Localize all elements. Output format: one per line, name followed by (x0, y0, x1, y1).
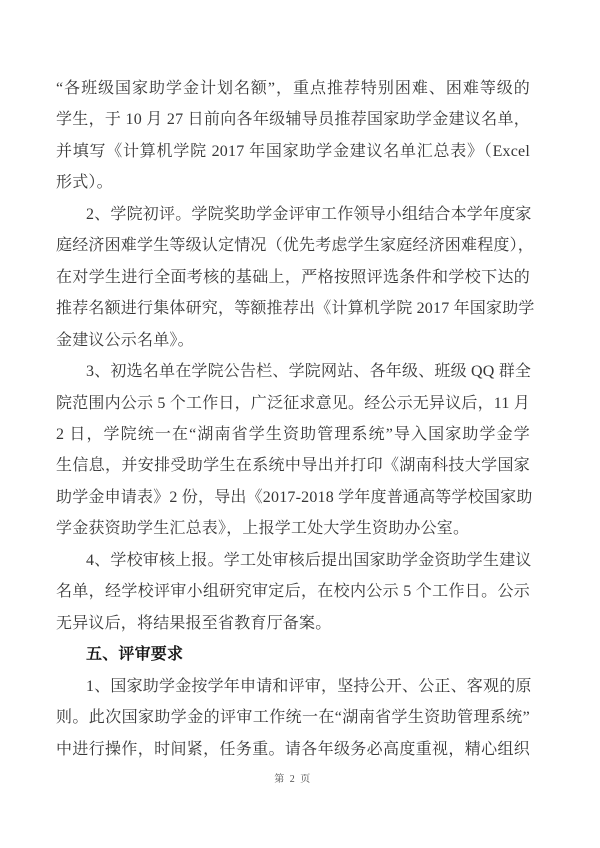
paragraph (56, 639, 530, 670)
paragraph (56, 73, 530, 199)
text-line: “各班级国家助学金计划名额”，重点推荐特别困难、困难等级的 (56, 80, 530, 97)
section-heading: 五、评审要求 (86, 646, 184, 664)
text-line: 2 日，学院统一在“湖南省学生资助管理系统”导入国家助学金学 (56, 425, 530, 443)
paragraph (56, 199, 535, 356)
text-line: 名单，经学校评审小组研究审定后，在校内公示 5 个工作日。公示 (56, 583, 530, 601)
text-line: 学金获资助学生汇总表》，上报学工处大学生资助办公室。 (56, 520, 470, 538)
paragraph (56, 545, 530, 639)
paragraph (56, 671, 530, 765)
text-line: 生信息，并安排受助学生在系统中导出并打印《湖南科技大学国家 (56, 457, 530, 475)
text-line: 庭经济困难学生等级认定情况（优先考虑学生家庭经济困难程度）， (56, 237, 535, 255)
text-line: 3、初选名单在学院公告栏、学院网站、各年级、班级 QQ 群全 (86, 363, 532, 381)
text-line: 4、学校审核上报。学工处审核后提出国家助学金资助学生建议 (86, 551, 532, 569)
text-line: 中进行操作，时间紧，任务重。请各年级务必高度重视，精心组织 (56, 740, 530, 758)
text-line: 则。此次国家助学金的评审工作统一在“湖南省学生资助管理系统” (56, 709, 530, 727)
text-line: 形式）。 (56, 174, 113, 192)
text-line: 1、国家助学金按学年申请和评审，坚持公开、公正、客观的原 (86, 677, 532, 695)
text-line: 学生，于 10 月 27 日前向各年级辅导员推荐国家助学金建议名单， (56, 111, 530, 129)
text-line: 院范围内公示 5 个工作日，广泛征求意见。经公示无异议后，11 月 (56, 394, 531, 412)
text-line: 助学金申请表》2 份，导出《2017-2018 学年度普通高等学校国家助 (56, 488, 533, 506)
text-line: 无异议后，将结果报至省教育厅备案。 (56, 614, 332, 632)
text-line: 2、学院初评。学院奖助学金评审工作领导小组结合本学年度家 (86, 205, 532, 223)
text-line: 在对学生进行全面考核的基础上，严格按照评选条件和学校下达的 (56, 268, 530, 286)
paragraph (56, 356, 533, 545)
page-number: 第 2 页 (274, 774, 312, 785)
text-line: 并填写《计算机学院 2017 年国家助学金建议名单汇总表》（Excel (56, 142, 530, 160)
text-line: 推荐名额进行集体研究，等额推荐出《计算机学院 2017 年国家助学 (56, 300, 535, 318)
document-body (56, 73, 535, 765)
text-line: 金建议公示名单》。 (56, 331, 194, 349)
